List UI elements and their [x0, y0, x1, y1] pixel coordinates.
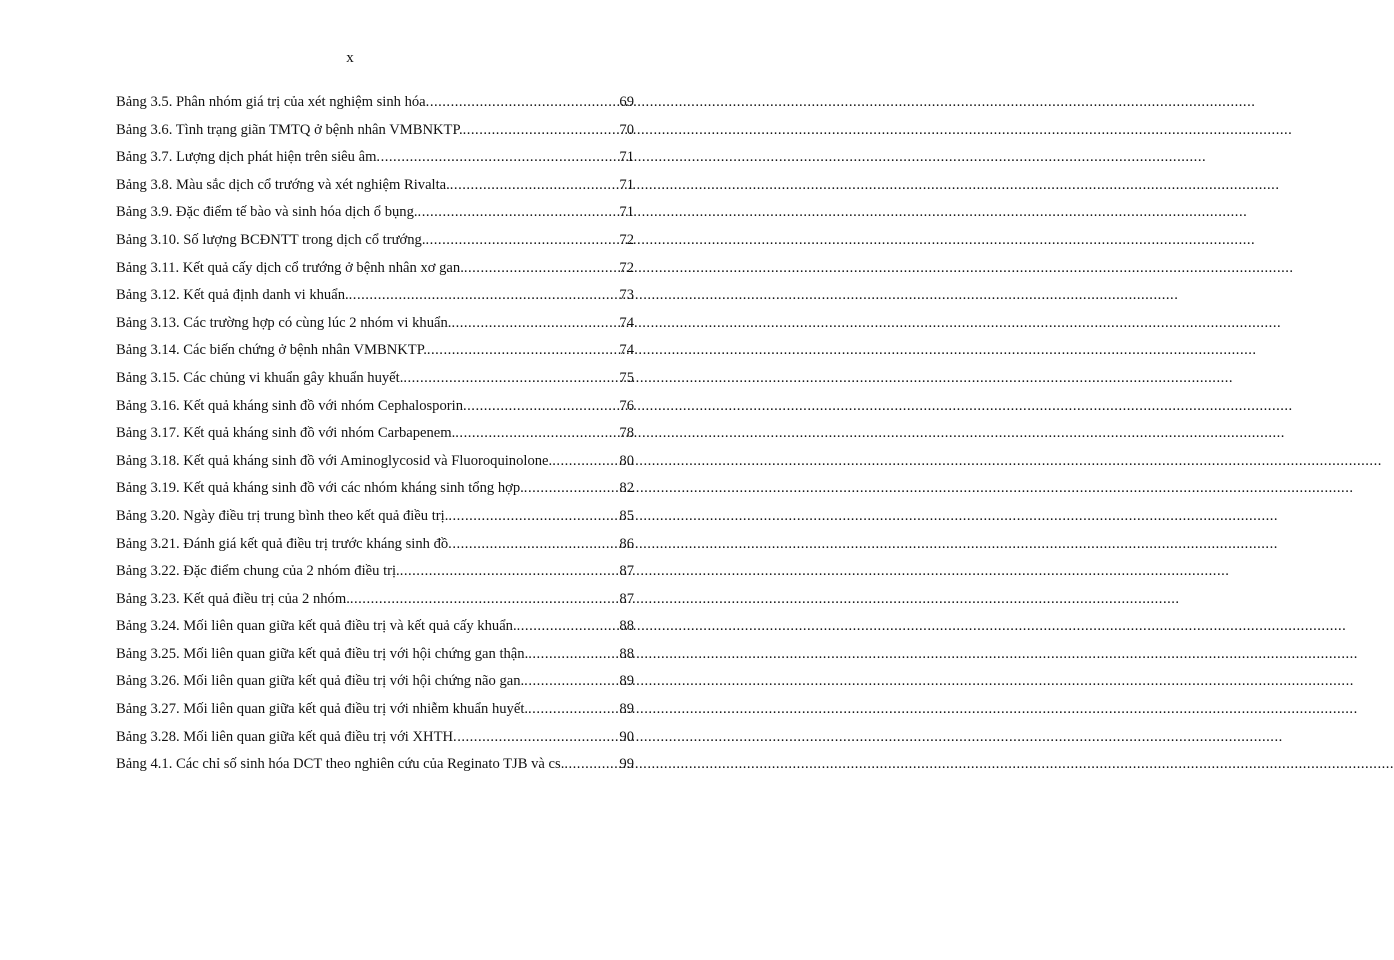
- toc-entry[interactable]: [116, 232, 634, 260]
- toc-entry[interactable]: [116, 756, 634, 784]
- toc-entry-page-number: 88: [619, 645, 634, 662]
- toc-entry[interactable]: [116, 453, 634, 481]
- toc-entry-title: Bảng 3.15. Các chủng vi khuẩn gây khuẩn huyết.: [116, 369, 404, 386]
- toc-entry-title: Bảng 3.10. Số lượng BCĐNTT trong dịch cổ trướng.: [116, 231, 426, 248]
- toc-dot-leader: [448, 536, 618, 553]
- toc-entry-page-number: 76: [619, 397, 634, 414]
- toc-entry[interactable]: [116, 287, 634, 315]
- toc-entry-title: Bảng 3.8. Màu sắc dịch cổ trướng và xét nghiệm Rivalta.: [116, 176, 450, 193]
- toc-entry-title: Bảng 3.16. Kết quả kháng sinh đồ với nhóm Cephalosporin: [116, 397, 463, 414]
- toc-entry-page-number: 75: [619, 369, 634, 386]
- toc-entry-page-number: 89: [619, 673, 634, 690]
- toc-entry[interactable]: [116, 536, 634, 564]
- toc-dot-leader: [528, 646, 618, 663]
- toc-entry-page-number: 90: [619, 728, 634, 745]
- toc-dot-leader: [418, 204, 619, 221]
- toc-dot-leader: [448, 508, 618, 525]
- toc-entry-page-number: 71: [619, 204, 634, 221]
- toc-dot-leader: [528, 701, 618, 718]
- toc-entry[interactable]: [116, 398, 634, 426]
- toc-dot-leader: [524, 480, 619, 497]
- toc-entry-title: Bảng 3.27. Mối liên quan giữa kết quả điều trị với nhiễm khuẩn huyết.: [116, 701, 529, 718]
- toc-dot-leader: [427, 342, 619, 359]
- toc-entry-title: Bảng 3.7. Lượng dịch phát hiện trên siêu âm: [116, 149, 377, 166]
- toc-entry[interactable]: [116, 94, 634, 122]
- toc-entry[interactable]: [116, 204, 634, 232]
- toc-entry-page-number: 87: [619, 563, 634, 580]
- toc-dot-leader: [463, 122, 619, 139]
- toc-dot-leader: [350, 591, 619, 608]
- toc-dot-leader: [349, 287, 619, 304]
- toc-dot-leader: [376, 149, 618, 166]
- toc-dot-leader: [524, 673, 618, 690]
- toc-entry-page-number: 72: [619, 231, 634, 248]
- toc-entry[interactable]: [116, 591, 634, 619]
- toc-dot-leader: [400, 563, 619, 580]
- toc-entry-page-number: 70: [619, 121, 634, 138]
- toc-entry-title: Bảng 3.21. Đánh giá kết quả điều trị trước kháng sinh đồ: [116, 535, 449, 552]
- toc-entry-title: Bảng 3.17. Kết quả kháng sinh đồ với nhóm Carbapenem.: [116, 425, 456, 442]
- toc-entry-title: Bảng 3.19. Kết quả kháng sinh đồ với các nhóm kháng sinh tổng hợp.: [116, 480, 524, 497]
- page-number: x: [346, 50, 354, 66]
- toc-entry[interactable]: [116, 618, 634, 646]
- toc-entry-title: Bảng 3.6. Tình trạng giãn TMTQ ở bệnh nhân VMBNKTP.: [116, 121, 463, 138]
- toc-entry-page-number: 99: [619, 756, 634, 773]
- toc-entry-page-number: 88: [619, 618, 634, 635]
- toc-entry[interactable]: [116, 315, 634, 343]
- toc-entry-page-number: 74: [619, 314, 634, 331]
- toc-entry-title: Bảng 3.5. Phân nhóm giá trị của xét nghiệm sinh hóa: [116, 94, 426, 110]
- toc-entry-page-number: 80: [619, 452, 634, 469]
- toc-entry[interactable]: [116, 673, 634, 701]
- toc-entry-title: Bảng 3.23. Kết quả điều trị của 2 nhóm.: [116, 590, 350, 607]
- toc-entry-page-number: 82: [619, 480, 634, 497]
- toc-dot-leader: [564, 756, 618, 773]
- toc-entry-title: Bảng 3.28. Mối liên quan giữa kết quả điều trị với XHTH: [116, 728, 454, 745]
- toc-entry[interactable]: [116, 177, 634, 205]
- toc-entry[interactable]: [116, 480, 634, 508]
- table-of-tables-list: [116, 94, 634, 784]
- toc-entry-title: Bảng 3.24. Mối liên quan giữa kết quả điều trị và kết quả cấy khuẩn.: [116, 618, 517, 635]
- toc-entry[interactable]: [116, 342, 634, 370]
- toc-entry[interactable]: [116, 729, 634, 757]
- toc-dot-leader: [463, 398, 618, 415]
- toc-entry-page-number: 86: [619, 535, 634, 552]
- toc-entry-title: Bảng 3.13. Các trường hợp có cùng lúc 2 nhóm vi khuẩn.: [116, 314, 452, 331]
- toc-entry-title: Bảng 3.18. Kết quả kháng sinh đồ với Aminoglycosid và Fluoroquinolone.: [116, 452, 553, 469]
- toc-entry-page-number: 73: [619, 287, 634, 304]
- toc-dot-leader: [517, 618, 619, 635]
- toc-entry-title: Bảng 4.1. Các chỉ số sinh hóa DCT theo nghiên cứu của Reginato TJB và cs.: [116, 756, 565, 773]
- toc-entry-page-number: 89: [619, 701, 634, 718]
- toc-entry[interactable]: [116, 563, 634, 591]
- toc-entry[interactable]: [116, 122, 634, 150]
- toc-dot-leader: [403, 370, 618, 387]
- toc-entry[interactable]: [116, 425, 634, 453]
- toc-entry-page-number: 72: [619, 259, 634, 276]
- toc-entry-page-number: 69: [619, 94, 634, 110]
- toc-dot-leader: [426, 94, 619, 111]
- toc-entry-title: Bảng 3.11. Kết quả cấy dịch cổ trướng ở bệnh nhân xơ gan.: [116, 259, 464, 276]
- toc-entry-page-number: 74: [619, 342, 634, 359]
- toc-entry[interactable]: [116, 149, 634, 177]
- toc-entry-page-number: 87: [619, 590, 634, 607]
- toc-entry-page-number: 85: [619, 507, 634, 524]
- toc-entry-page-number: 78: [619, 425, 634, 442]
- toc-entry-title: Bảng 3.22. Đặc điểm chung của 2 nhóm điều trị.: [116, 563, 400, 580]
- toc-entry-page-number: 71: [619, 149, 634, 166]
- toc-entry[interactable]: [116, 370, 634, 398]
- toc-entry[interactable]: [116, 508, 634, 536]
- toc-entry-title: Bảng 3.20. Ngày điều trị trung bình theo kết quả điều trị.: [116, 507, 449, 524]
- toc-entry[interactable]: [116, 646, 634, 674]
- toc-entry-title: Bảng 3.14. Các biến chứng ở bệnh nhân VMBNKTP.: [116, 342, 427, 359]
- toc-dot-leader: [453, 729, 618, 746]
- toc-dot-leader: [450, 177, 619, 194]
- toc-dot-leader: [425, 232, 618, 249]
- toc-entry-title: Bảng 3.12. Kết quả định danh vi khuẩn.: [116, 287, 349, 304]
- toc-entry[interactable]: [116, 701, 634, 729]
- toc-entry-title: Bảng 3.26. Mối liên quan giữa kết quả điều trị với hội chứng não gan.: [116, 673, 525, 690]
- toc-entry-page-number: 71: [619, 176, 634, 193]
- toc-entry-title: Bảng 3.9. Đặc điểm tế bào và sinh hóa dịch ổ bụng.: [116, 204, 418, 221]
- toc-entry[interactable]: [116, 260, 634, 288]
- toc-dot-leader: [464, 260, 619, 277]
- toc-entry-title: Bảng 3.25. Mối liên quan giữa kết quả điều trị với hội chứng gan thận.: [116, 645, 529, 662]
- toc-dot-leader: [455, 425, 618, 442]
- toc-dot-leader: [552, 453, 618, 470]
- toc-dot-leader: [451, 315, 618, 332]
